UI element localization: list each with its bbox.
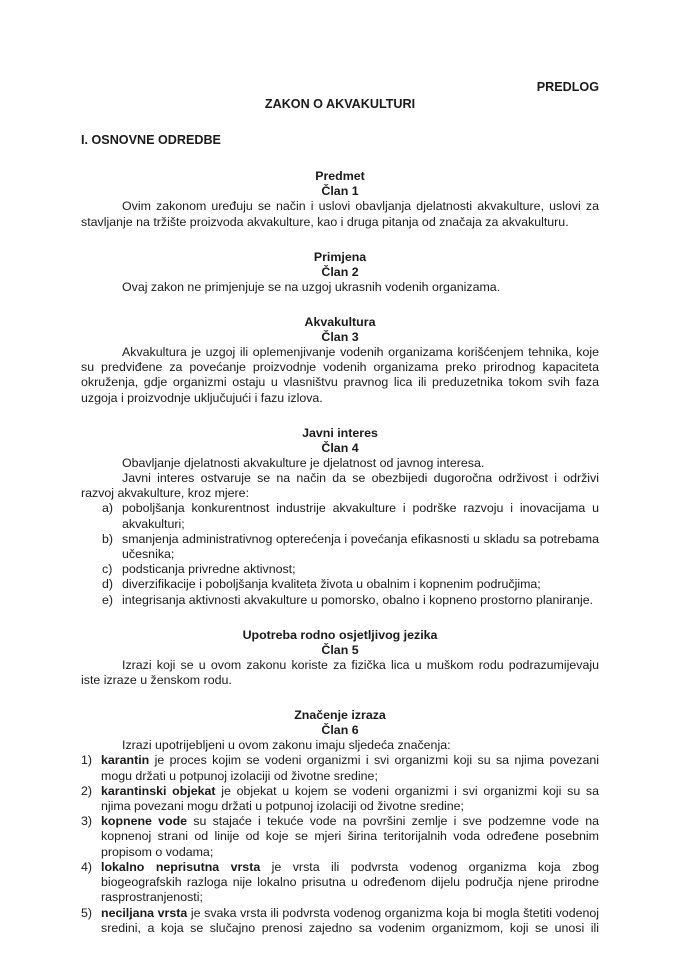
article-heading: Predmet <box>315 169 365 184</box>
list-marker: 5) <box>81 905 93 920</box>
definition-item <box>81 784 599 814</box>
article-5 <box>81 628 599 688</box>
article-1 <box>81 169 599 229</box>
definition-item <box>81 906 599 936</box>
article-paragraph: Akvakultura je uzgoj ili oplemenjivanje vodenih organizama korišćenjem tehnika, koje su predviđene za povećanje proizvodnje vodenih organizama preko prirodnog kapaciteta okruženja, gdje organizmi ostaju u vlasništvu pravnog lica ili preduzetnika tokom svih faza uzgoja i proizvodnje uključujući i fazu izlova. <box>81 345 599 405</box>
article-6 <box>81 708 599 936</box>
article-4 <box>81 426 599 608</box>
article-paragraph: Ovaj zakon ne primjenjuje se na uzgoj ukrasnih vodenih organizama. <box>122 279 501 294</box>
article-paragraph: Ovim zakonom uređuju se način i uslovi obavljanja djelatnosti akvakulture, uslovi za stavljanje na tržište proizvoda akvakulture, kao i druga pitanja od značaja za akvakulturu. <box>81 199 599 229</box>
article-paragraph: Izrazi upotrijebljeni u ovom zakonu imaju sljedeća značenja: <box>122 738 451 753</box>
list-item-text: integrisanja aktivnosti akvakulture u pomorsko, obalno i kopneno prostorno planiranje. <box>122 592 594 607</box>
list-marker: e) <box>102 592 114 607</box>
list-marker: a) <box>102 501 114 516</box>
definition-term: kopnene vode <box>101 814 188 829</box>
list-item <box>81 593 599 608</box>
definition-text: je proces kojim se vodeni organizmi i svi organizmi koji su sa njima povezani mogu držati u potpunoj izolaciji od životne sredine; <box>101 753 599 783</box>
definition-text: je objekat u kojem se vodeni organizmi i svi organizmi koji su sa njima povezani mogu držati u potpunoj izolaciji od životne sredine; <box>101 783 600 814</box>
list-marker: d) <box>102 577 114 592</box>
definition-text: je svaka vrsta ili podvrsta vodenog organizma koja bi mogla štetiti vodenoj sredini, a koja se slučajno prenosi zajedno sa vodenim organizmom, koji se unosi ili <box>101 905 600 935</box>
list-marker: 1) <box>81 753 93 768</box>
article-heading: Značenje izraza <box>294 708 386 723</box>
article-number: Član 3 <box>321 330 359 345</box>
article-number: Član 1 <box>321 184 359 199</box>
list-marker: b) <box>102 531 114 546</box>
definition-item <box>81 753 599 783</box>
definition-term: karantin <box>101 753 150 768</box>
article-heading: Javni interes <box>302 425 378 440</box>
definition-text: je vrsta ili podvrsta vodenog organizma koja zbog biogeografskih razloga nije lokalno prisutna u određenom dijelu područja njene prirodne rasprostranjenosti; <box>101 859 600 905</box>
article-3 <box>81 315 599 406</box>
definition-item <box>81 860 599 906</box>
article-2 <box>81 250 599 295</box>
definition-text: su stajaće i tekuće vode na površini zemlje i sve podzemne vode na kopnenoj strani od linije od koje se mjeri širina teritorijalnih voda određene posebnim propisom o vodama; <box>101 814 600 859</box>
article-number: Član 4 <box>321 440 359 455</box>
article-number: Član 6 <box>321 723 359 738</box>
list-marker: c) <box>102 562 113 577</box>
list-item <box>81 577 599 592</box>
list-item <box>81 501 599 531</box>
article-paragraph: Obavljanje djelatnosti akvakulture je djelatnost od javnog interesa. <box>122 455 485 470</box>
definition-term: lokalno neprisutna vrsta <box>101 859 261 874</box>
article-heading: Akvakultura <box>304 315 376 330</box>
list-item-text: poboljšanja konkurentnost industrije akvakulture i podrške razvoju i inovacijama u akvakulturi; <box>122 501 599 531</box>
article-heading: Upotreba rodno osjetljivog jezika <box>242 627 438 642</box>
part-title: I. OSNOVNE ODREDBE <box>81 133 221 148</box>
definition-item <box>81 814 599 860</box>
list-item-text: podsticanja privredne aktivnost; <box>122 562 296 577</box>
measures-list <box>81 501 599 607</box>
list-marker: 3) <box>81 814 93 829</box>
article-heading: Primjena <box>313 249 367 264</box>
article-paragraph: Javni interes ostvaruje se na način da se obezbijedi dugoročna održivost i održivi razvoj akvakulture, kroz mjere: <box>81 471 599 501</box>
list-marker: 2) <box>81 783 93 798</box>
list-item-text: smanjenja administrativnog opterećenja i povećanja efikasnosti u skladu sa potrebama učesnika; <box>122 531 599 562</box>
article-number: Član 2 <box>321 264 359 279</box>
definition-term: neciljana vrsta <box>101 905 188 920</box>
article-paragraph: Izrazi koji se u ovom zakonu koriste za fizička lica u muškom rodu podrazumijevaju iste izraze u ženskom rodu. <box>81 657 599 688</box>
definitions-list <box>81 753 599 935</box>
document-page <box>81 80 599 936</box>
definition-term: karantinski objekat <box>101 783 216 798</box>
list-marker: 4) <box>81 859 93 874</box>
document-status-label: PREDLOG <box>536 80 599 94</box>
list-item <box>81 532 599 562</box>
article-number: Član 5 <box>321 642 359 657</box>
list-item <box>81 562 599 577</box>
list-item-text: diverzifikacije i poboljšanja kvaliteta života u obalnim i kopnenim područjima; <box>122 577 541 592</box>
law-title: ZAKON O AKVAKULTURI <box>264 97 416 111</box>
